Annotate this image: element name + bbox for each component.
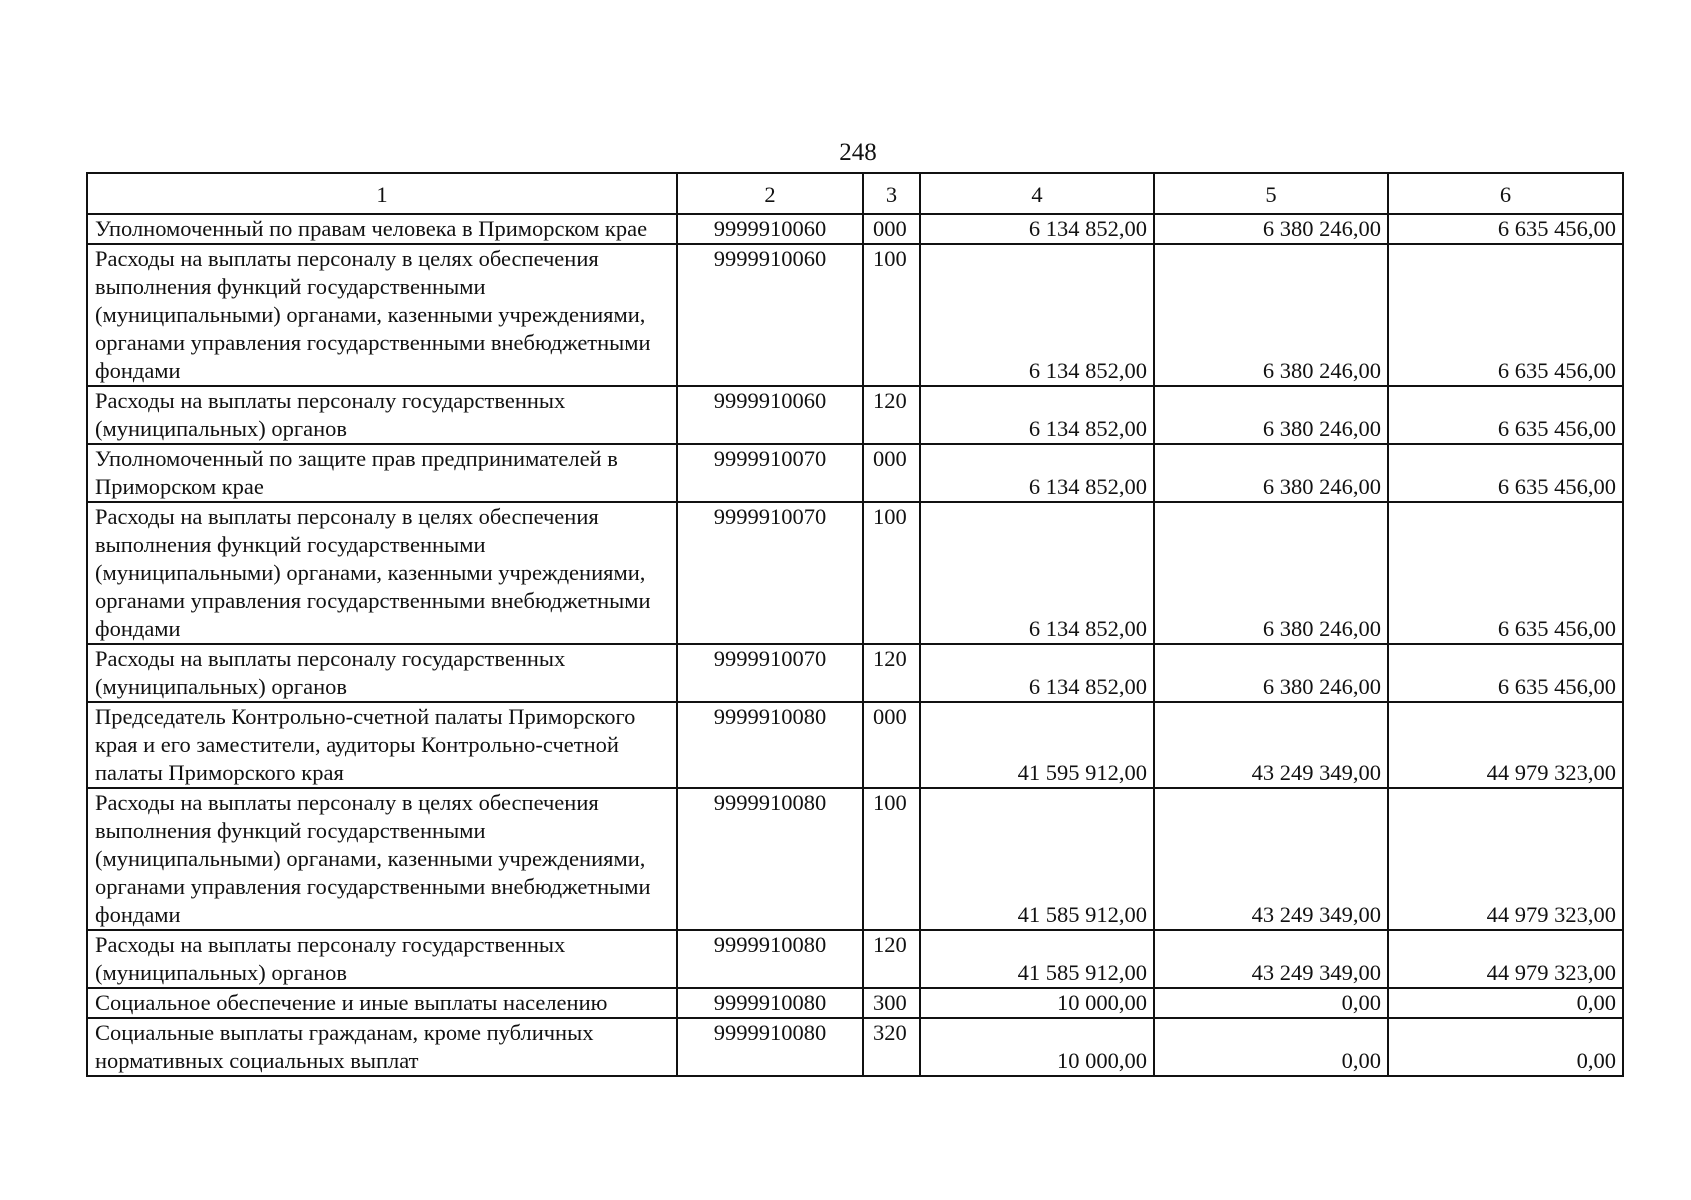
row-amount-year2-cell: 6 380 246,00: [1154, 214, 1388, 244]
budget-table: [86, 172, 1624, 1077]
row-amount-year2-cell: 6 380 246,00: [1154, 644, 1388, 702]
header-row: [87, 173, 1623, 214]
page-number: 248: [839, 139, 877, 166]
row-amount-year2-cell: 6 380 246,00: [1154, 386, 1388, 444]
row-amount-year1-cell: 6 134 852,00: [920, 644, 1154, 702]
row-code-cell: 9999910060: [677, 244, 863, 386]
table-row: [87, 788, 1623, 930]
header-cell: 3: [863, 173, 920, 214]
row-amount-year1-cell: 41 595 912,00: [920, 702, 1154, 788]
row-kvr-cell: 000: [863, 214, 920, 244]
row-amount-year2-cell: 43 249 349,00: [1154, 702, 1388, 788]
row-amount-year1-cell: 6 134 852,00: [920, 386, 1154, 444]
row-kvr-cell: 100: [863, 244, 920, 386]
row-amount-year3-cell: 0,00: [1388, 1018, 1623, 1076]
row-amount-year2-cell: 43 249 349,00: [1154, 788, 1388, 930]
row-amount-year1-cell: 6 134 852,00: [920, 444, 1154, 502]
row-amount-year1-cell: 10 000,00: [920, 988, 1154, 1018]
row-amount-year3-cell: 44 979 323,00: [1388, 788, 1623, 930]
table-row: [87, 502, 1623, 644]
table-row: [87, 644, 1623, 702]
row-kvr-cell: 100: [863, 788, 920, 930]
row-code-cell: 9999910070: [677, 644, 863, 702]
row-name-cell: Социальные выплаты гражданам, кроме публичных нормативных социальных выплат: [87, 1018, 677, 1076]
row-amount-year1-cell: 10 000,00: [920, 1018, 1154, 1076]
row-amount-year3-cell: 6 635 456,00: [1388, 214, 1623, 244]
row-kvr-cell: 120: [863, 644, 920, 702]
row-amount-year1-cell: 6 134 852,00: [920, 244, 1154, 386]
row-amount-year1-cell: 6 134 852,00: [920, 502, 1154, 644]
row-code-cell: 9999910080: [677, 930, 863, 988]
row-amount-year3-cell: 6 635 456,00: [1388, 502, 1623, 644]
row-code-cell: 9999910080: [677, 988, 863, 1018]
row-code-cell: 9999910080: [677, 1018, 863, 1076]
row-kvr-cell: 120: [863, 930, 920, 988]
row-kvr-cell: 000: [863, 444, 920, 502]
table-row: [87, 214, 1623, 244]
row-name-cell: Уполномоченный по защите прав предпринимателей в Приморском крае: [87, 444, 677, 502]
header-cell: 1: [87, 173, 677, 214]
row-amount-year1-cell: 41 585 912,00: [920, 788, 1154, 930]
row-name-cell: Расходы на выплаты персоналу государственных (муниципальных) органов: [87, 386, 677, 444]
row-code-cell: 9999910060: [677, 214, 863, 244]
header-cell: 5: [1154, 173, 1388, 214]
row-amount-year3-cell: 44 979 323,00: [1388, 930, 1623, 988]
row-code-cell: 9999910070: [677, 502, 863, 644]
row-amount-year3-cell: 0,00: [1388, 988, 1623, 1018]
row-amount-year3-cell: 6 635 456,00: [1388, 386, 1623, 444]
header-cell: 2: [677, 173, 863, 214]
row-amount-year3-cell: 44 979 323,00: [1388, 702, 1623, 788]
row-kvr-cell: 120: [863, 386, 920, 444]
row-name-cell: Председатель Контрольно-счетной палаты Приморского края и его заместители, аудиторы Контрольно-счетной палаты Приморского края: [87, 702, 677, 788]
table-row: [87, 1018, 1623, 1076]
row-kvr-cell: 100: [863, 502, 920, 644]
row-amount-year2-cell: 0,00: [1154, 1018, 1388, 1076]
table-row: [87, 988, 1623, 1018]
row-amount-year3-cell: 6 635 456,00: [1388, 444, 1623, 502]
row-name-cell: Социальное обеспечение и иные выплаты населению: [87, 988, 677, 1018]
row-amount-year2-cell: 6 380 246,00: [1154, 444, 1388, 502]
row-kvr-cell: 300: [863, 988, 920, 1018]
row-amount-year2-cell: 6 380 246,00: [1154, 502, 1388, 644]
table-row: [87, 444, 1623, 502]
row-name-cell: Расходы на выплаты персоналу в целях обеспечения выполнения функций государственными (муниципальными) органами, казенными учреждениями, органами управления государственными внебюджетными фондами: [87, 244, 677, 386]
row-name-cell: Расходы на выплаты персоналу в целях обеспечения выполнения функций государственными (муниципальными) органами, казенными учреждениями, органами управления государственными внебюджетными фондами: [87, 502, 677, 644]
row-code-cell: 9999910070: [677, 444, 863, 502]
row-name-cell: Расходы на выплаты персоналу государственных (муниципальных) органов: [87, 930, 677, 988]
row-amount-year1-cell: 41 585 912,00: [920, 930, 1154, 988]
table-body: [87, 214, 1623, 1076]
header-cell: 4: [920, 173, 1154, 214]
row-code-cell: 9999910080: [677, 702, 863, 788]
row-amount-year1-cell: 6 134 852,00: [920, 214, 1154, 244]
row-name-cell: Расходы на выплаты персоналу государственных (муниципальных) органов: [87, 644, 677, 702]
row-code-cell: 9999910060: [677, 386, 863, 444]
row-amount-year2-cell: 0,00: [1154, 988, 1388, 1018]
row-amount-year2-cell: 43 249 349,00: [1154, 930, 1388, 988]
table-row: [87, 702, 1623, 788]
row-name-cell: Расходы на выплаты персоналу в целях обеспечения выполнения функций государственными (муниципальными) органами, казенными учреждениями, органами управления государственными внебюджетными фондами: [87, 788, 677, 930]
row-amount-year3-cell: 6 635 456,00: [1388, 244, 1623, 386]
row-name-cell: Уполномоченный по правам человека в Приморском крае: [87, 214, 677, 244]
header-cell: 6: [1388, 173, 1623, 214]
row-amount-year2-cell: 6 380 246,00: [1154, 244, 1388, 386]
row-kvr-cell: 320: [863, 1018, 920, 1076]
row-amount-year3-cell: 6 635 456,00: [1388, 644, 1623, 702]
row-kvr-cell: 000: [863, 702, 920, 788]
table-row: [87, 930, 1623, 988]
table-row: [87, 386, 1623, 444]
table-row: [87, 244, 1623, 386]
row-code-cell: 9999910080: [677, 788, 863, 930]
